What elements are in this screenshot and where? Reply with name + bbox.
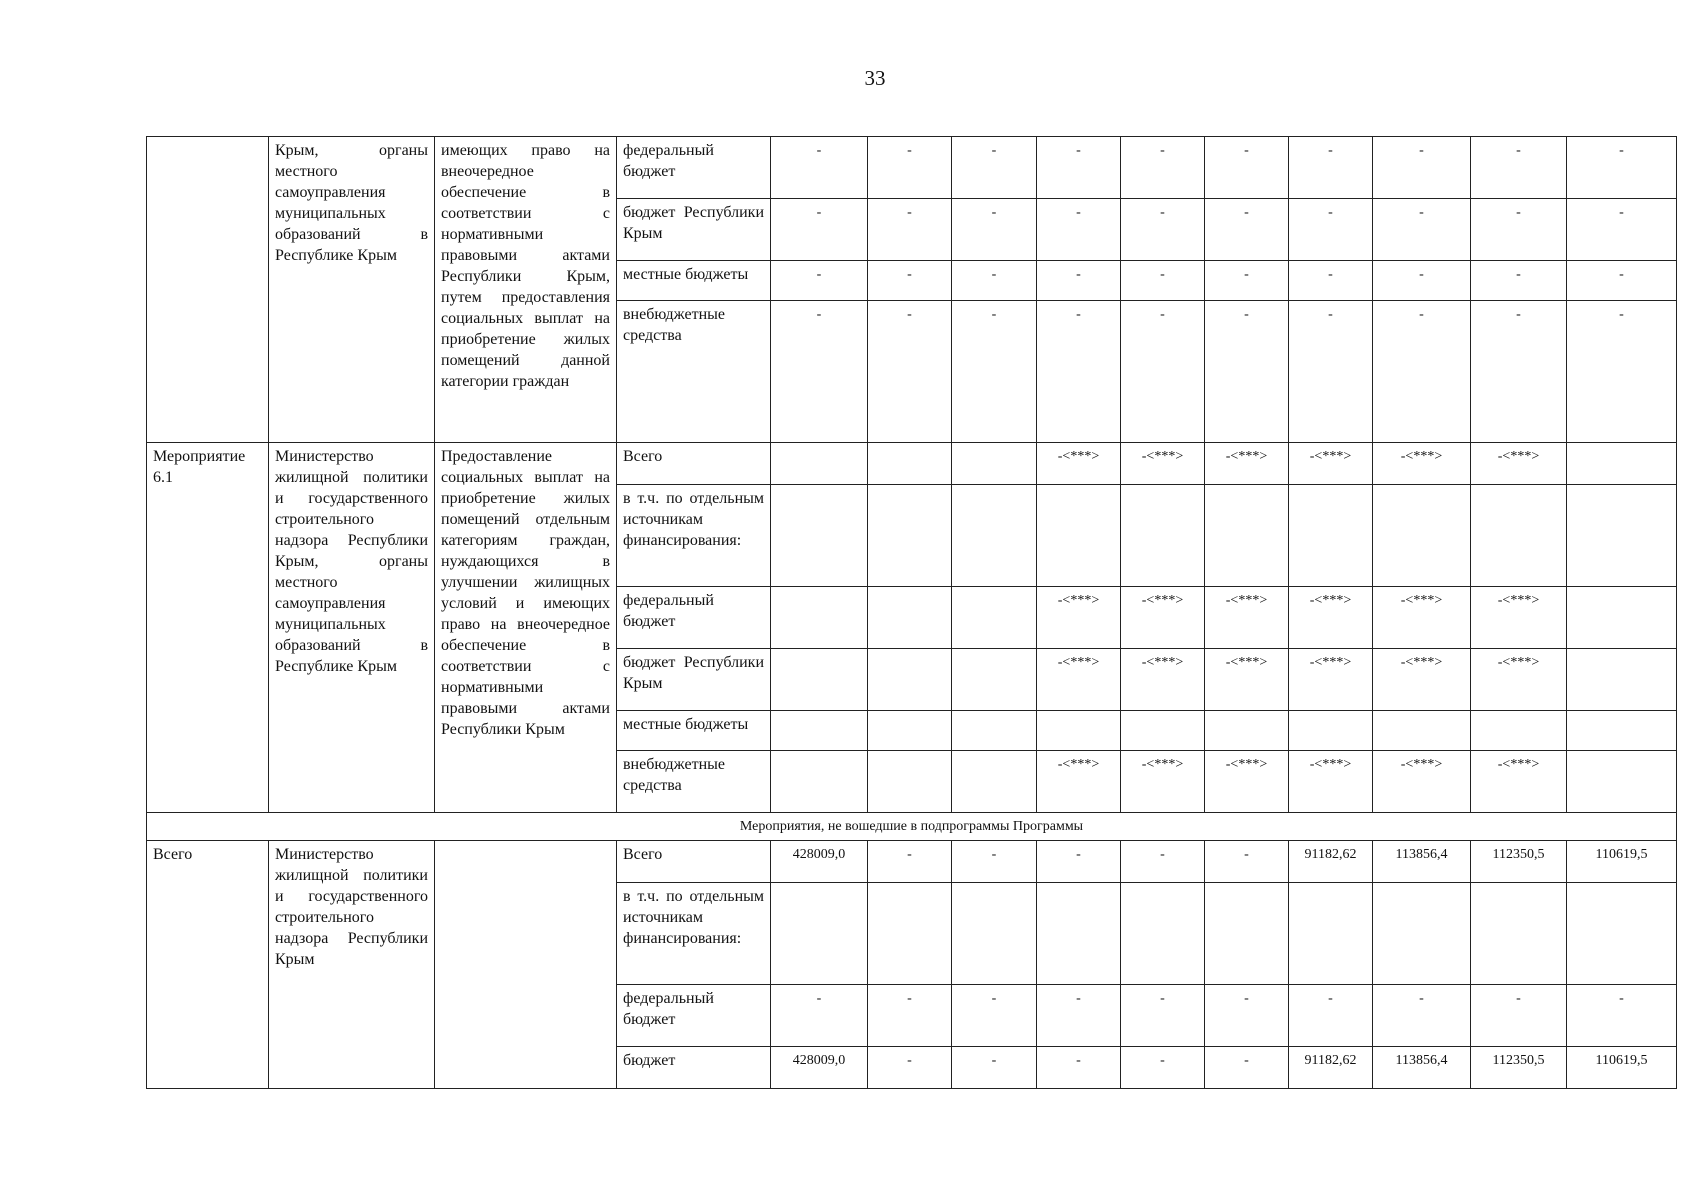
- value-cell: -<***>: [1471, 649, 1567, 711]
- value-cell: [1471, 485, 1567, 587]
- value-cell: -: [1121, 1047, 1205, 1089]
- value-cell: -<***>: [1373, 587, 1471, 649]
- value-cell: [868, 751, 952, 813]
- funding-source-cell: внебюджетные средства: [617, 751, 771, 813]
- value-cell: -: [771, 261, 868, 301]
- continued-block-event-cell: [147, 137, 269, 443]
- value-cell: -: [1037, 199, 1121, 261]
- continued-block-executor-cell: Крым, органы местного самоуправления муниципальных образований в Республике Крым: [269, 137, 435, 443]
- value-cell: [952, 485, 1037, 587]
- value-cell: -<***>: [1289, 587, 1373, 649]
- value-cell: -<***>: [1373, 443, 1471, 485]
- value-cell: 110619,5: [1567, 841, 1677, 883]
- value-cell: 113856,4: [1373, 841, 1471, 883]
- value-cell: -: [1205, 985, 1289, 1047]
- value-cell: [1471, 883, 1567, 985]
- value-cell: -: [1121, 137, 1205, 199]
- value-cell: [868, 649, 952, 711]
- value-cell: [1205, 485, 1289, 587]
- value-cell: -<***>: [1289, 649, 1373, 711]
- value-cell: -: [868, 261, 952, 301]
- value-cell: -: [868, 301, 952, 443]
- value-cell: -: [868, 841, 952, 883]
- value-cell: 112350,5: [1471, 1047, 1567, 1089]
- value-cell: -: [1567, 261, 1677, 301]
- value-cell: -<***>: [1205, 751, 1289, 813]
- funding-source-cell: внебюджетные средства: [617, 301, 771, 443]
- value-cell: -<***>: [1121, 649, 1205, 711]
- value-cell: -: [1373, 301, 1471, 443]
- value-cell: -<***>: [1205, 649, 1289, 711]
- value-cell: 112350,5: [1471, 841, 1567, 883]
- value-cell: -: [1205, 137, 1289, 199]
- value-cell: -: [1121, 301, 1205, 443]
- value-cell: [952, 751, 1037, 813]
- value-cell: [1289, 485, 1373, 587]
- value-cell: [952, 883, 1037, 985]
- value-cell: [952, 649, 1037, 711]
- value-cell: -: [952, 261, 1037, 301]
- value-cell: -: [1121, 261, 1205, 301]
- value-cell: -<***>: [1205, 443, 1289, 485]
- funding-source-cell: Всего: [617, 841, 771, 883]
- value-cell: -: [952, 841, 1037, 883]
- value-cell: -: [952, 1047, 1037, 1089]
- value-cell: [868, 485, 952, 587]
- table-row: [147, 137, 1677, 199]
- value-cell: -: [1037, 301, 1121, 443]
- value-cell: -: [1205, 301, 1289, 443]
- value-cell: 110619,5: [1567, 1047, 1677, 1089]
- value-cell: [771, 485, 868, 587]
- value-cell: -<***>: [1373, 751, 1471, 813]
- value-cell: -: [1567, 137, 1677, 199]
- funding-source-cell: бюджет: [617, 1047, 771, 1089]
- funding-source-cell: местные бюджеты: [617, 711, 771, 751]
- value-cell: -: [1373, 985, 1471, 1047]
- value-cell: -: [771, 137, 868, 199]
- funding-source-cell: федеральный бюджет: [617, 137, 771, 199]
- value-cell: -: [1121, 199, 1205, 261]
- section-title: Мероприятия, не вошедшие в подпрограммы Программы: [147, 813, 1677, 841]
- value-cell: -<***>: [1471, 751, 1567, 813]
- value-cell: [771, 587, 868, 649]
- value-cell: -<***>: [1121, 443, 1205, 485]
- value-cell: -: [1205, 1047, 1289, 1089]
- value-cell: [1567, 751, 1677, 813]
- value-cell: -: [952, 985, 1037, 1047]
- value-cell: -: [1037, 985, 1121, 1047]
- value-cell: -: [1289, 137, 1373, 199]
- value-cell: [1471, 711, 1567, 751]
- value-cell: -: [1289, 261, 1373, 301]
- value-cell: [1373, 485, 1471, 587]
- value-cell: [1567, 587, 1677, 649]
- budget-table: [146, 136, 1677, 1089]
- page-number: 33: [864, 66, 886, 90]
- value-cell: -: [1289, 985, 1373, 1047]
- value-cell: -: [1121, 841, 1205, 883]
- value-cell: -: [1471, 301, 1567, 443]
- value-cell: [868, 883, 952, 985]
- value-cell: -: [952, 301, 1037, 443]
- value-cell: [771, 883, 868, 985]
- value-cell: -: [1121, 985, 1205, 1047]
- value-cell: -: [1205, 841, 1289, 883]
- value-cell: -: [1373, 137, 1471, 199]
- measure-6-1-executor-cell: Министерство жилищной политики и государственного строительного надзора Республики Крым, органы местного самоуправления муниципальных образований в Республике Крым: [269, 443, 435, 813]
- value-cell: 91182,62: [1289, 841, 1373, 883]
- value-cell: [1205, 883, 1289, 985]
- funding-source-cell: бюджет Республики Крым: [617, 649, 771, 711]
- value-cell: -: [1567, 301, 1677, 443]
- measure-6-1-description-cell: Предоставление социальных выплат на приобретение жилых помещений отдельным категориям граждан, нуждающихся в улучшении жилищных условий и имеющих право на внеочередное обеспечение в соответствии с нормативными правовыми актами Республики Крым: [435, 443, 617, 813]
- funding-source-cell: в т.ч. по отдельным источникам финансирования:: [617, 485, 771, 587]
- value-cell: [1567, 485, 1677, 587]
- value-cell: -: [868, 985, 952, 1047]
- value-cell: -: [1471, 985, 1567, 1047]
- total-block-executor-cell: Министерство жилищной политики и государственного строительного надзора Республики Крым: [269, 841, 435, 1089]
- value-cell: -<***>: [1471, 587, 1567, 649]
- value-cell: -<***>: [1121, 587, 1205, 649]
- section-row: [147, 813, 1677, 841]
- funding-source-cell: в т.ч. по отдельным источникам финансирования:: [617, 883, 771, 985]
- value-cell: 91182,62: [1289, 1047, 1373, 1089]
- value-cell: -: [1037, 261, 1121, 301]
- value-cell: [1121, 711, 1205, 751]
- value-cell: -<***>: [1471, 443, 1567, 485]
- value-cell: 113856,4: [1373, 1047, 1471, 1089]
- value-cell: -<***>: [1037, 443, 1121, 485]
- value-cell: [1567, 883, 1677, 985]
- total-block-event-cell: Всего: [147, 841, 269, 1089]
- value-cell: [1037, 711, 1121, 751]
- value-cell: -: [1037, 137, 1121, 199]
- value-cell: -<***>: [1373, 649, 1471, 711]
- value-cell: -: [1205, 199, 1289, 261]
- value-cell: -: [771, 985, 868, 1047]
- value-cell: -: [1205, 261, 1289, 301]
- value-cell: [868, 443, 952, 485]
- value-cell: [952, 711, 1037, 751]
- value-cell: -: [952, 137, 1037, 199]
- value-cell: [952, 587, 1037, 649]
- table-row: [147, 841, 1677, 883]
- value-cell: -: [1289, 301, 1373, 443]
- value-cell: [771, 649, 868, 711]
- value-cell: [771, 751, 868, 813]
- value-cell: -: [868, 1047, 952, 1089]
- value-cell: [1289, 883, 1373, 985]
- value-cell: -: [1037, 1047, 1121, 1089]
- value-cell: -: [771, 301, 868, 443]
- value-cell: [868, 711, 952, 751]
- value-cell: [1567, 711, 1677, 751]
- value-cell: -: [1471, 261, 1567, 301]
- value-cell: -: [952, 199, 1037, 261]
- value-cell: 428009,0: [771, 841, 868, 883]
- value-cell: [1567, 443, 1677, 485]
- value-cell: -<***>: [1037, 587, 1121, 649]
- value-cell: -: [1567, 985, 1677, 1047]
- value-cell: [1121, 883, 1205, 985]
- value-cell: [1373, 883, 1471, 985]
- value-cell: [1289, 711, 1373, 751]
- value-cell: [1205, 711, 1289, 751]
- continued-block-description-cell: имеющих право на внеочередное обеспечение в соответствии с нормативными правовыми актами Республики Крым, путем предоставления социальных выплат на приобретение жилых помещений данной категории граждан: [435, 137, 617, 443]
- table-row: [147, 443, 1677, 485]
- value-cell: [1567, 649, 1677, 711]
- value-cell: [1373, 711, 1471, 751]
- value-cell: -<***>: [1205, 587, 1289, 649]
- value-cell: -: [1567, 199, 1677, 261]
- value-cell: 428009,0: [771, 1047, 868, 1089]
- funding-source-cell: местные бюджеты: [617, 261, 771, 301]
- value-cell: [1037, 883, 1121, 985]
- value-cell: [868, 587, 952, 649]
- funding-source-cell: федеральный бюджет: [617, 985, 771, 1047]
- funding-source-cell: Всего: [617, 443, 771, 485]
- total-block-description-cell: [435, 841, 617, 1089]
- value-cell: -: [1373, 261, 1471, 301]
- value-cell: [1121, 485, 1205, 587]
- value-cell: -: [868, 199, 952, 261]
- value-cell: -<***>: [1037, 649, 1121, 711]
- value-cell: -: [1373, 199, 1471, 261]
- value-cell: -: [1037, 841, 1121, 883]
- value-cell: -: [771, 199, 868, 261]
- value-cell: -: [868, 137, 952, 199]
- value-cell: -<***>: [1037, 751, 1121, 813]
- value-cell: [771, 711, 868, 751]
- funding-source-cell: федеральный бюджет: [617, 587, 771, 649]
- funding-source-cell: бюджет Республики Крым: [617, 199, 771, 261]
- value-cell: -<***>: [1289, 751, 1373, 813]
- value-cell: -<***>: [1289, 443, 1373, 485]
- value-cell: [952, 443, 1037, 485]
- value-cell: -: [1471, 199, 1567, 261]
- value-cell: -: [1471, 137, 1567, 199]
- value-cell: [1037, 485, 1121, 587]
- value-cell: -: [1289, 199, 1373, 261]
- measure-6-1-event-cell: Мероприятие 6.1: [147, 443, 269, 813]
- value-cell: -<***>: [1121, 751, 1205, 813]
- value-cell: [771, 443, 868, 485]
